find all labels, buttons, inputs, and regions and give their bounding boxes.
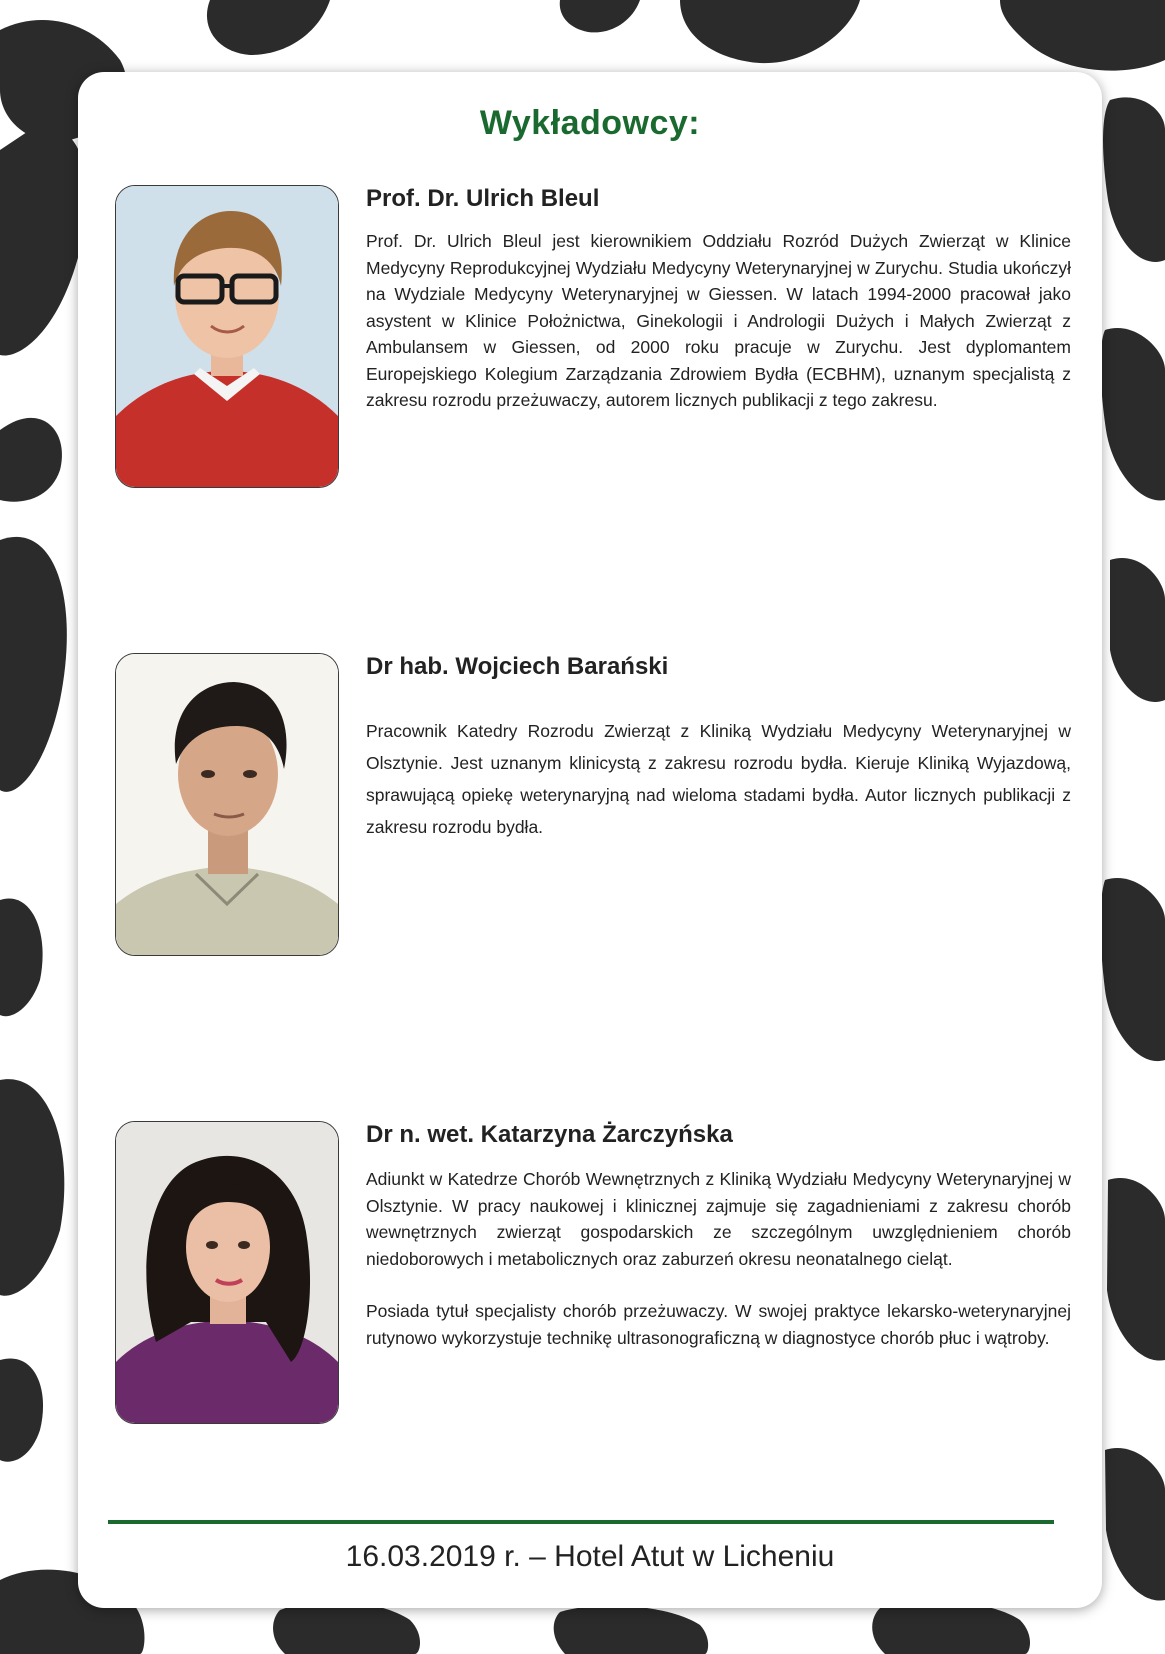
lecturer-bio: Prof. Dr. Ulrich Bleul jest kierownikiem Oddziału Rozród Dużych Zwierząt w Klinice Medycyny Reprodukcyjnej Wydziału Medycyny Weterynaryjnej w Zurychu. Studia ukończył na Wydziale Medycyny Weterynaryjnej w Giessen. W latach 1994-2000 pracował jako asystent w Klinice Położnictwa, Ginekologii i Andrologii Dużych i Małych Zwierząt z Ambulansem w Giessen, od 2000 roku pracuje w Zurychu. Jest dyplomantem Europejskiego Kolegium Zarządzania Zdrowiem Bydła (ECBHM), uznanym specjalistą z zakresu rozrodu przeżuwaczy, autorem licznych publikacji z tego zakresu. — [366, 231, 1071, 410]
lecturer-name: Dr hab. Wojciech Barański — [366, 653, 669, 680]
content-card — [78, 72, 1102, 1608]
lecturer-name: Prof. Dr. Ulrich Bleul — [366, 185, 600, 212]
footer-divider — [108, 1520, 1054, 1524]
lecturer-photo — [115, 185, 339, 488]
lecturer-photo — [115, 653, 339, 956]
lecturer-photo — [115, 1121, 339, 1424]
lecturer-bio: Adiunkt w Katedrze Chorób Wewnętrznych z Kliniką Wydziału Medycyny Weterynaryjnej w Olsztynie. W pracy naukowej i klinicznej zajmuje się zagadnieniami z zakresu chorób wewnętrznych zwierząt gospodarskich ze szczególnym uwzględnieniem chorób niedoborowych i metabolicznych oraz zaburzeń okresu neonatalnego cieląt. — [366, 1169, 1071, 1269]
page-title: Wykładowcy: — [479, 104, 701, 142]
lecturer-bio: Pracownik Katedry Rozrodu Zwierząt z Kliniką Wydziału Medycyny Weterynaryjnej w Olsztynie. Jest uznanym klinicystą z zakresu rozrodu bydła. Kieruje Kliniką Wyjazdową, sprawującą opiekę weterynaryjną nad wieloma stadami bydła. Autor licznych publikacji z zakresu rozrodu bydła. — [366, 721, 1071, 837]
lecturer-bio-extra: Posiada tytuł specjalisty chorób przeżuwaczy. W swojej praktyce lekarsko-weterynaryjnej rutynowo wykorzystuje technikę ultrasonograficzną w diagnostyce chorób płuc i wątroby. — [366, 1301, 1071, 1348]
footer-event-info: 16.03.2019 r. – Hotel Atut w Licheniu — [345, 1540, 835, 1573]
lecturer-name: Dr n. wet. Katarzyna Żarczyńska — [366, 1121, 733, 1148]
